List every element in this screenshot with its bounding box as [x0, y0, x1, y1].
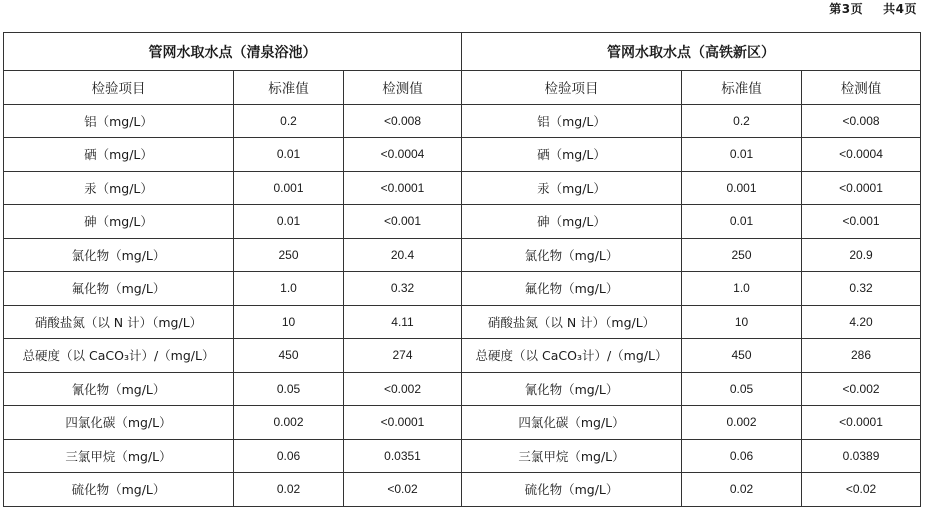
water-quality-table	[3, 32, 921, 507]
result-qingquan-cell: 274	[344, 339, 462, 373]
test-item-cell: 铝（mg/L）	[4, 104, 234, 138]
table-row	[4, 171, 921, 205]
table-row	[4, 272, 921, 306]
test-item-cell: 氯化物（mg/L）	[462, 238, 682, 272]
standard-value-cell: 450	[682, 339, 802, 373]
result-gaotie-cell: <0.0004	[802, 138, 921, 172]
test-item-cell: 氯化物（mg/L）	[4, 238, 234, 272]
test-item-cell: 氰化物（mg/L）	[462, 372, 682, 406]
result-gaotie-cell: 4.20	[802, 305, 921, 339]
result-qingquan-cell: <0.008	[344, 104, 462, 138]
result-qingquan-cell: <0.0004	[344, 138, 462, 172]
result-gaotie-cell: 286	[802, 339, 921, 373]
group-title-gaotie: 管网水取水点（高铁新区）	[462, 33, 921, 71]
table-row	[4, 104, 921, 138]
column-header-row	[4, 71, 921, 105]
page-number	[809, 0, 917, 22]
test-item-cell: 氟化物（mg/L）	[4, 272, 234, 306]
table-row	[4, 406, 921, 440]
result-qingquan-cell: <0.02	[344, 473, 462, 507]
standard-value-cell: 0.06	[682, 439, 802, 473]
result-gaotie-cell: 20.9	[802, 238, 921, 272]
table-body	[4, 104, 921, 506]
standard-value-cell: 0.2	[682, 104, 802, 138]
test-item-cell: 氰化物（mg/L）	[4, 372, 234, 406]
header-result: 检测值	[802, 71, 921, 105]
table-row	[4, 238, 921, 272]
table-row	[4, 305, 921, 339]
table-row	[4, 439, 921, 473]
result-gaotie-cell: <0.002	[802, 372, 921, 406]
standard-value-cell: 0.002	[234, 406, 344, 440]
test-item-cell: 砷（mg/L）	[4, 205, 234, 239]
test-item-cell: 四氯化碳（mg/L）	[4, 406, 234, 440]
standard-value-cell: 0.001	[234, 171, 344, 205]
standard-value-cell: 0.01	[682, 138, 802, 172]
result-qingquan-cell: <0.0001	[344, 406, 462, 440]
standard-value-cell: 0.01	[682, 205, 802, 239]
standard-value-cell: 0.001	[682, 171, 802, 205]
table-row	[4, 473, 921, 507]
standard-value-cell: 0.002	[682, 406, 802, 440]
standard-value-cell: 450	[234, 339, 344, 373]
group-title-row	[4, 33, 921, 71]
table-row	[4, 138, 921, 172]
test-item-cell: 总硬度（以 CaCO₃计）/（mg/L）	[4, 339, 234, 373]
test-item-cell: 硝酸盐氮（以 N 计）（mg/L）	[4, 305, 234, 339]
standard-value-cell: 0.01	[234, 138, 344, 172]
table-row	[4, 372, 921, 406]
standard-value-cell: 10	[682, 305, 802, 339]
result-gaotie-cell: <0.001	[802, 205, 921, 239]
standard-value-cell: 0.02	[234, 473, 344, 507]
test-item-cell: 硫化物（mg/L）	[4, 473, 234, 507]
header-item: 检验项目	[4, 71, 234, 105]
test-item-cell: 总硬度（以 CaCO₃计）/（mg/L）	[462, 339, 682, 373]
standard-value-cell: 1.0	[234, 272, 344, 306]
header-standard: 标准值	[234, 71, 344, 105]
result-gaotie-cell: 0.32	[802, 272, 921, 306]
result-qingquan-cell: 0.0351	[344, 439, 462, 473]
test-item-cell: 硫化物（mg/L）	[462, 473, 682, 507]
table-row	[4, 205, 921, 239]
result-qingquan-cell: 4.11	[344, 305, 462, 339]
standard-value-cell: 1.0	[682, 272, 802, 306]
total-pages-label: 共4页	[883, 2, 917, 16]
header-standard: 标准值	[682, 71, 802, 105]
result-gaotie-cell: <0.0001	[802, 406, 921, 440]
test-item-cell: 三氯甲烷（mg/L）	[4, 439, 234, 473]
standard-value-cell: 250	[234, 238, 344, 272]
result-qingquan-cell: 20.4	[344, 238, 462, 272]
header-result: 检测值	[344, 71, 462, 105]
test-item-cell: 四氯化碳（mg/L）	[462, 406, 682, 440]
test-item-cell: 硝酸盐氮（以 N 计）（mg/L）	[462, 305, 682, 339]
standard-value-cell: 0.02	[682, 473, 802, 507]
test-item-cell: 氟化物（mg/L）	[462, 272, 682, 306]
result-gaotie-cell: <0.0001	[802, 171, 921, 205]
current-page-label: 第3页	[829, 2, 864, 16]
standard-value-cell: 0.2	[234, 104, 344, 138]
result-qingquan-cell: <0.0001	[344, 171, 462, 205]
test-item-cell: 铝（mg/L）	[462, 104, 682, 138]
standard-value-cell: 250	[682, 238, 802, 272]
group-title-qingquan: 管网水取水点（清泉浴池）	[4, 33, 462, 71]
table-row	[4, 339, 921, 373]
standard-value-cell: 0.01	[234, 205, 344, 239]
standard-value-cell: 0.05	[234, 372, 344, 406]
standard-value-cell: 0.06	[234, 439, 344, 473]
test-item-cell: 汞（mg/L）	[462, 171, 682, 205]
result-gaotie-cell: 0.0389	[802, 439, 921, 473]
result-gaotie-cell: <0.008	[802, 104, 921, 138]
test-item-cell: 汞（mg/L）	[4, 171, 234, 205]
test-item-cell: 硒（mg/L）	[4, 138, 234, 172]
test-item-cell: 三氯甲烷（mg/L）	[462, 439, 682, 473]
test-item-cell: 砷（mg/L）	[462, 205, 682, 239]
standard-value-cell: 0.05	[682, 372, 802, 406]
standard-value-cell: 10	[234, 305, 344, 339]
header-item: 检验项目	[462, 71, 682, 105]
result-qingquan-cell: <0.002	[344, 372, 462, 406]
result-gaotie-cell: <0.02	[802, 473, 921, 507]
result-qingquan-cell: <0.001	[344, 205, 462, 239]
test-item-cell: 硒（mg/L）	[462, 138, 682, 172]
result-qingquan-cell: 0.32	[344, 272, 462, 306]
